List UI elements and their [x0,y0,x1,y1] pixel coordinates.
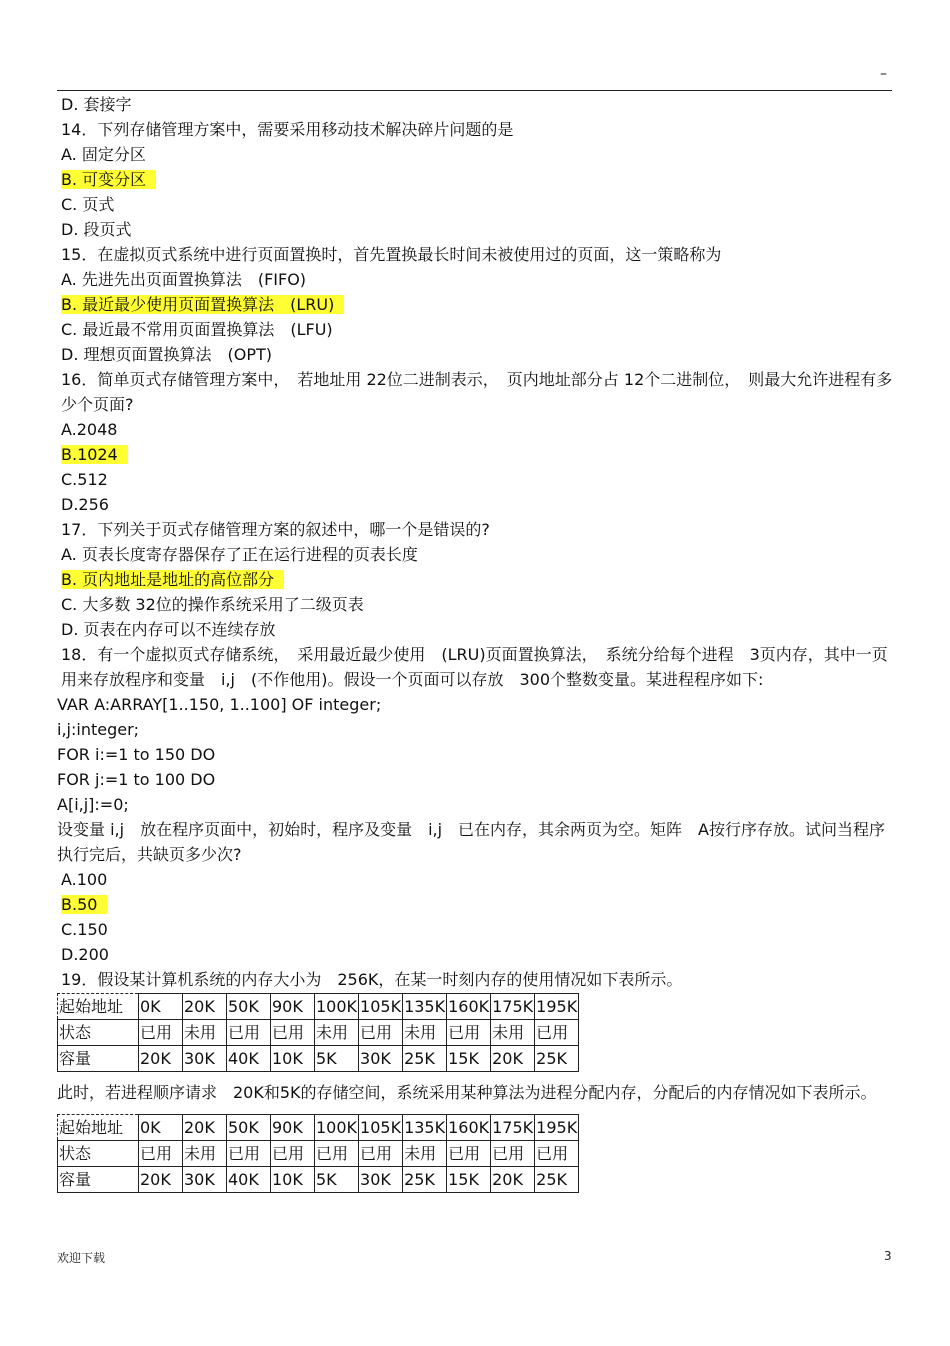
table-row [58,1020,579,1046]
table-cell: 已用 [227,1020,271,1046]
table-cell: 30K [183,1167,227,1193]
table-cell: 20K [183,994,227,1020]
row-header-cell: 状态 [58,1020,139,1046]
question-18-19-options [57,867,893,992]
text-line [57,467,893,492]
text-line [57,417,893,442]
table-cell: 30K [183,1046,227,1072]
text-line [57,142,893,167]
table-cell: 40K [227,1167,271,1193]
table-cell: 20K [491,1046,535,1072]
text-line [57,917,893,942]
table-cell: 0K [139,1115,183,1141]
code-line: VAR A:ARRAY[1..150, 1..100] OF integer; [57,695,382,714]
table-cell: 160K [447,994,491,1020]
table-cell: 15K [447,1046,491,1072]
table-cell: 30K [359,1046,403,1072]
text-line [57,442,893,467]
table-cell: 20K [183,1115,227,1141]
table-cell: 5K [315,1167,359,1193]
question-18: 18．有一个虚拟页式存储系统， 采用最近最少使用 (LRU)页面置换算法， 系统分给每个进程 3页内存，其中一页用来存放程序和变量 i,j (不作他用)。假设一个页面可以存放 300个整数变量。某进程程序如下: [61,645,888,689]
table-row [58,1141,579,1167]
line-text: C.512 [61,470,108,489]
question-18-followup: 设变量 i,j 放在程序页面中，初始时，程序及变量 i,j 已在内存，其余两页为空。矩阵 A按行序存放。试问当程序执行完后，共缺页多少次? [57,820,885,864]
page-number: 3 [884,1249,892,1263]
table-cell: 已用 [535,1020,579,1046]
row-header-cell: 状态 [58,1141,139,1167]
text-line [57,267,893,292]
line-text: D.200 [61,945,109,964]
table-cell: 10K [271,1046,315,1072]
text-line [57,942,893,967]
table-cell: 已用 [271,1141,315,1167]
table-cell: 135K [403,1115,447,1141]
table-cell: 25K [535,1046,579,1072]
questions-16-17 [57,417,893,642]
line-text: D. 理想页面置换算法 (OPT) [61,345,272,364]
highlighted-answer: B.1024 [61,445,128,464]
table-cell: 未用 [183,1020,227,1046]
row-header-cell: 起始地址 [58,1115,139,1141]
line-text: A. 页表长度寄存器保存了正在运行进程的页表长度 [61,545,418,564]
table-cell: 30K [359,1167,403,1193]
table-cell: 已用 [359,1141,403,1167]
line-text: A. 先进先出页面置换算法 (FIFO) [61,270,307,289]
table-cell: 20K [139,1167,183,1193]
table-cell: 50K [227,994,271,1020]
footer-text: 欢迎下载 [57,1251,106,1265]
table-cell: 90K [271,994,315,1020]
table-cell: 已用 [447,1020,491,1046]
row-header-cell: 容量 [58,1167,139,1193]
table-row [58,1115,579,1141]
highlighted-answer: B. 最近最少使用页面置换算法 (LRU) [61,295,344,314]
text-line [57,292,893,317]
table-row [58,1167,579,1193]
line-text: A. 固定分区 [61,145,146,164]
line-text: D. 段页式 [61,220,132,239]
table-cell: 195K [535,1115,579,1141]
table-cell: 未用 [315,1020,359,1046]
text-line [57,492,893,517]
memory-table-after [57,1114,579,1193]
code-line: FOR j:=1 to 100 DO [57,770,216,789]
text-line [57,542,893,567]
text-line [57,192,893,217]
text-line [57,317,893,342]
line-text: 15．在虚拟页式系统中进行页面置换时，首先置换最长时间未被使用过的页面，这一策略称为 [61,245,722,264]
table-cell: 100K [315,1115,359,1141]
code-line: i,j:integer; [57,720,140,739]
text-line [57,517,893,542]
text-line [57,242,893,267]
table-cell: 未用 [403,1141,447,1167]
text-line [57,567,893,592]
table-cell: 25K [403,1167,447,1193]
table-cell: 已用 [491,1141,535,1167]
table-cell: 105K [359,1115,403,1141]
table-cell: 195K [535,994,579,1020]
questions-14-15 [57,92,893,367]
line-text: D. 页表在内存可以不连续存放 [61,620,276,639]
table-cell: 已用 [535,1141,579,1167]
table-cell: 25K [403,1046,447,1072]
line-text: 19．假设某计算机系统的内存大小为 256K，在某一时刻内存的使用情况如下表所示。 [61,970,683,989]
table-cell: 105K [359,994,403,1020]
line-text: C. 页式 [61,195,115,214]
text-line [57,92,893,117]
text-line [57,217,893,242]
allocation-paragraph: 此时，若进程顺序请求 20K和5K的存储空间，系统采用某种算法为进程分配内存，分配后的内存情况如下表所示。 [57,1083,877,1102]
table-cell: 100K [315,994,359,1020]
table-cell: 20K [491,1167,535,1193]
table-cell: 15K [447,1167,491,1193]
text-line [57,617,893,642]
text-line [57,342,893,367]
text-line [57,117,893,142]
table-cell: 20K [139,1046,183,1072]
table-cell: 10K [271,1167,315,1193]
table-cell: 25K [535,1167,579,1193]
table-cell: 40K [227,1046,271,1072]
table-cell: 已用 [359,1020,403,1046]
text-line [57,592,893,617]
table-cell: 175K [491,1115,535,1141]
highlighted-answer: B.50 [61,895,107,914]
line-text: 14．下列存储管理方案中，需要采用移动技术解决碎片问题的是 [61,120,514,139]
row-header-cell: 起始地址 [58,994,139,1020]
line-text: C. 大多数 32位的操作系统采用了二级页表 [61,595,364,614]
table-cell: 已用 [139,1020,183,1046]
header-rule [57,90,892,91]
table-cell: 5K [315,1046,359,1072]
table-cell: 已用 [447,1141,491,1167]
table-cell: 135K [403,994,447,1020]
table-cell: 160K [447,1115,491,1141]
document-body [57,92,893,1193]
table-cell: 未用 [491,1020,535,1046]
header-mark: – [880,66,887,82]
line-text: C. 最近最不常用页面置换算法 (LFU) [61,320,333,339]
table-row [58,994,579,1020]
table-row [58,1046,579,1072]
line-text: A.100 [61,870,108,889]
code-block [57,692,893,817]
memory-table-before [57,993,579,1072]
table-cell: 50K [227,1115,271,1141]
table-cell: 已用 [227,1141,271,1167]
code-line: FOR i:=1 to 150 DO [57,745,216,764]
table-cell: 0K [139,994,183,1020]
text-line [57,167,893,192]
text-line [57,867,893,892]
highlighted-answer: B. 页内地址是地址的高位部分 [61,570,284,589]
table-cell: 未用 [183,1141,227,1167]
line-text: C.150 [61,920,108,939]
table-cell: 已用 [271,1020,315,1046]
text-line [57,892,893,917]
code-line: A[i,j]:=0; [57,795,129,814]
line-text: D. 套接字 [61,95,132,114]
highlighted-answer: B. 可变分区 [61,170,156,189]
table-cell: 90K [271,1115,315,1141]
line-text: 17．下列关于页式存储管理方案的叙述中，哪一个是错误的? [61,520,490,539]
table-cell: 175K [491,994,535,1020]
question-16: 16．简单页式存储管理方案中， 若地址用 22位二进制表示， 页内地址部分占 12个二进制位， 则最大允许进程有多少个页面? [61,370,893,414]
text-line [57,967,893,992]
table-cell: 已用 [139,1141,183,1167]
line-text: A.2048 [61,420,118,439]
table-cell: 已用 [315,1141,359,1167]
line-text: D.256 [61,495,109,514]
row-header-cell: 容量 [58,1046,139,1072]
table-cell: 未用 [403,1020,447,1046]
